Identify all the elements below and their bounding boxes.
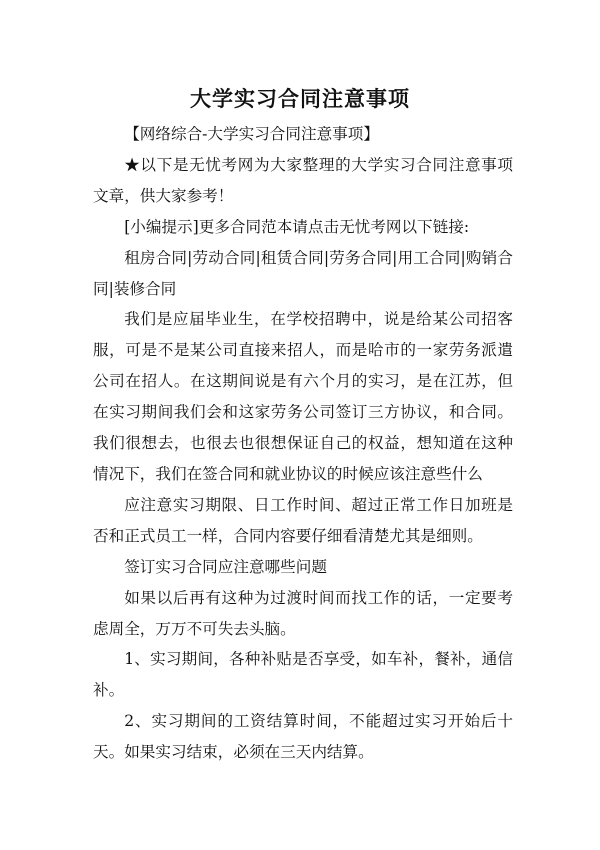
paragraph-subheading: 签订实习合同应注意哪些问题 (124, 557, 327, 576)
paragraph-intro: ★以下是无忧考网为大家整理的大学实习合同注意事项文章，供大家参考！ (93, 155, 513, 205)
paragraph-question: 我们是应届毕业生，在学校招聘中，说是给某公司招客服，可是不是某公司直接来招人，而是哈市的一家劳务派遣公司在招人。在这期间说是有六个月的实习，是在江苏，但在实习期间我们会和这家劳务公司签订三方协议，和合同。我们很想去，也很去也很想保证自己的权益，想知道在这种情况下，我们在签合同和就业协议的时候应该注意些什么 (93, 310, 513, 483)
paragraph-editor-tip: [小编提示]更多合同范本请点击无忧考网以下链接: (124, 217, 470, 236)
document-body (93, 119, 513, 768)
paragraph-contract-links: 租房合同|劳动合同|租赁合同|劳务合同|用工合同|购销合同|装修合同 (93, 248, 513, 298)
paragraph-source-tag: 【网络综合-大学实习合同注意事项】 (124, 125, 379, 143)
paragraph-item-2: 2、实习期间的工资结算时间，不能超过实习开始后十天。如果实习结束，必须在三天内结算。 (93, 712, 513, 762)
paragraph-advice: 如果以后再有这种为过渡时间而找工作的话，一定要考虑周全，万万不可失去头脑。 (93, 588, 513, 638)
paragraph-item-1: 1、实习期间，各种补贴是否享受，如车补，餐补，通信补。 (93, 650, 513, 700)
paragraph-answer: 应注意实习期限、日工作时间、超过正常工作日加班是否和正式员工一样，合同内容要仔细看清楚尤其是细则。 (93, 495, 513, 545)
page-title: 大学实习合同注意事项 (190, 87, 410, 111)
